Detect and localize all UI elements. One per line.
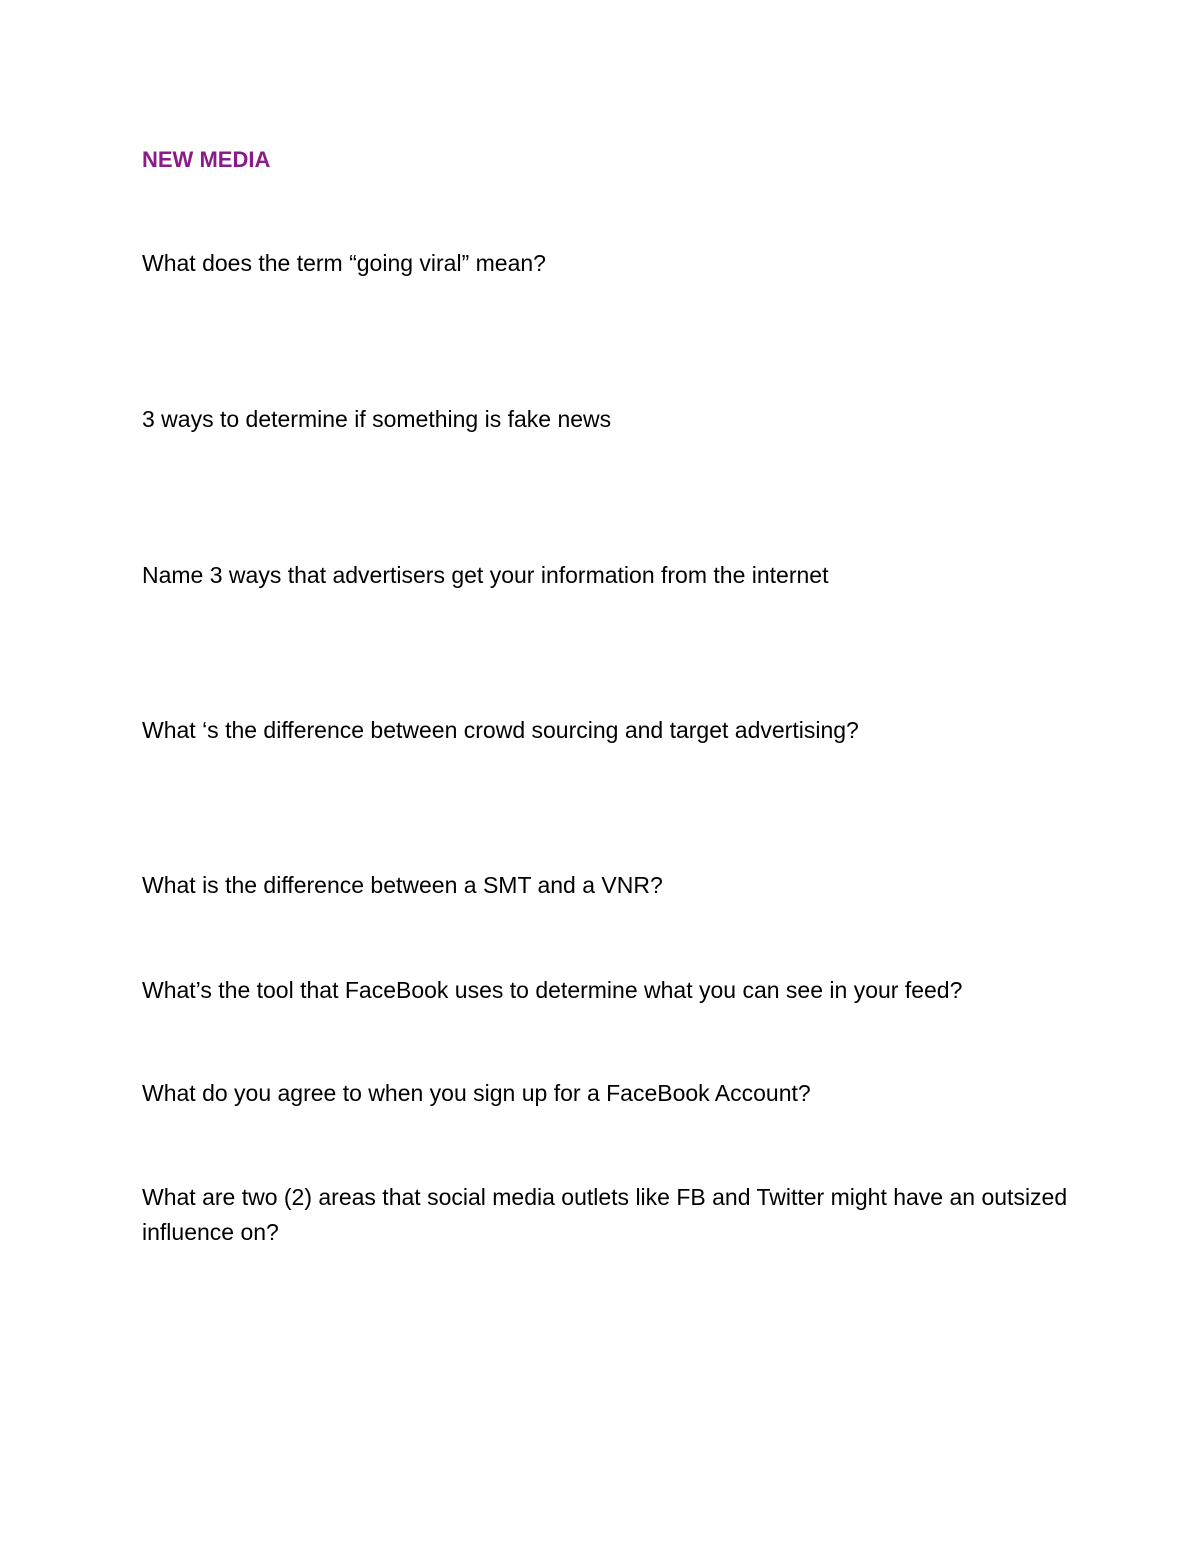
question-smt-vnr: What is the difference between a SMT and a VNR?	[142, 872, 663, 898]
question-facebook-feed: What’s the tool that FaceBook uses to determine what you can see in your feed?	[142, 977, 963, 1003]
question-going-viral: What does the term “going viral” mean?	[142, 250, 546, 276]
question-crowd-sourcing: What ‘s the difference between crowd sourcing and target advertising?	[142, 717, 859, 743]
page-title: NEW MEDIA	[142, 147, 271, 172]
question-social-media-influence: What are two (2) areas that social media outlets like FB and Twitter might have an outsized influence on?	[142, 1184, 1068, 1245]
question-advertisers-info: Name 3 ways that advertisers get your information from the internet	[142, 562, 829, 588]
question-fake-news: 3 ways to determine if something is fake news	[142, 406, 612, 432]
question-facebook-account: What do you agree to when you sign up for a FaceBook Account?	[142, 1080, 811, 1106]
